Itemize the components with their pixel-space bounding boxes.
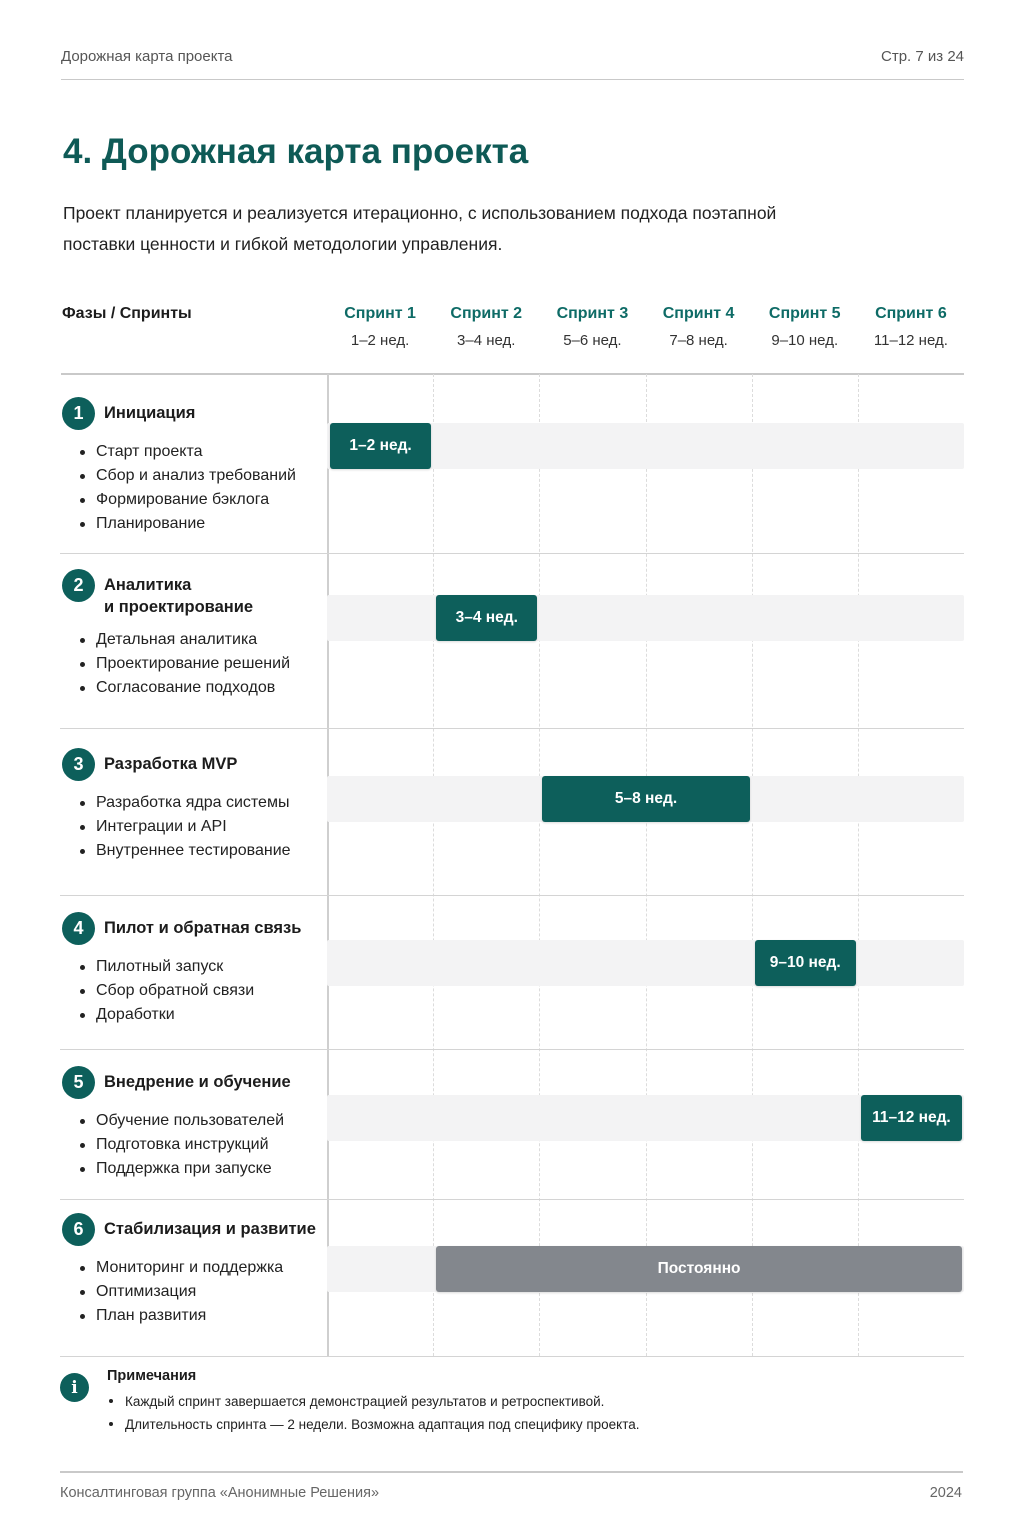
phase-number-badge: 5 <box>62 1066 95 1099</box>
phase-number-badge: 4 <box>62 912 95 945</box>
chart-bottom-rule <box>60 1356 964 1357</box>
phase-name: Аналитика и проектирование <box>104 576 254 616</box>
sprint-header <box>433 305 540 349</box>
timeline-track <box>327 940 964 986</box>
phase-bar: 9–10 нед. <box>755 940 856 986</box>
phase-task-item: Оптимизация <box>80 1280 324 1304</box>
phase-block <box>62 569 324 700</box>
phase-title <box>62 1213 324 1246</box>
notes-list <box>107 1390 640 1436</box>
phase-row-divider <box>60 895 964 896</box>
phase-task-item: Формирование бэклога <box>80 488 324 512</box>
sprint-name: Спринт 4 <box>662 305 735 322</box>
phase-task-item: Согласование подходов <box>80 676 324 700</box>
sprint-header <box>645 305 752 349</box>
sprint-gridline <box>539 374 540 1356</box>
phase-task-item: Планирование <box>80 512 324 536</box>
phase-title <box>62 569 324 618</box>
footer-year: 2024 <box>929 1485 962 1501</box>
sprint-weeks: 5–6 нед. <box>563 332 622 349</box>
phase-task-list <box>62 440 324 536</box>
info-icon: i <box>60 1373 89 1402</box>
phase-name: Стабилизация и развитие <box>104 1220 316 1238</box>
sprint-name: Спринт 2 <box>450 305 523 322</box>
sprint-name: Спринт 5 <box>768 305 841 322</box>
phase-task-item: Поддержка при запуске <box>80 1157 324 1181</box>
page-title: 4. Дорожная карта проекта <box>63 132 529 171</box>
phase-task-item: Доработки <box>80 1003 324 1027</box>
phase-name: Разработка MVP <box>104 755 238 773</box>
phase-row-divider <box>60 553 964 554</box>
phase-number-badge: 1 <box>62 397 95 430</box>
phase-block <box>62 1213 324 1328</box>
notes-title: Примечания <box>107 1368 197 1384</box>
sprint-weeks: 11–12 нед. <box>873 332 948 349</box>
sprint-header <box>539 305 646 349</box>
phase-row-divider <box>60 1199 964 1200</box>
phase-task-item: План развития <box>80 1304 324 1328</box>
phase-row-divider <box>60 1049 964 1050</box>
note-item: Длительность спринта — 2 недели. Возможна адаптация под специфику проекта. <box>125 1413 640 1436</box>
phase-task-item: Сбор обратной связи <box>80 979 324 1003</box>
phase-column-divider <box>327 374 329 1356</box>
phases-column-header: Фазы / Спринты <box>62 305 192 322</box>
phase-row-divider <box>60 728 964 729</box>
phase-task-item: Проектирование решений <box>80 652 324 676</box>
phase-task-item: Старт проекта <box>80 440 324 464</box>
sprint-gridline <box>752 374 753 1356</box>
header-divider <box>61 373 964 375</box>
phase-number-badge: 6 <box>62 1213 95 1246</box>
phase-title <box>62 748 324 781</box>
footer-divider <box>60 1471 963 1473</box>
phase-task-list <box>62 791 324 863</box>
phase-task-list <box>62 628 324 700</box>
sprint-name: Спринт 6 <box>875 305 947 322</box>
phase-block <box>62 397 324 536</box>
timeline-track <box>327 595 964 641</box>
ongoing-bar: Постоянно <box>436 1246 962 1292</box>
phase-task-item: Пилотный запуск <box>80 955 324 979</box>
phase-task-item: Мониторинг и поддержка <box>80 1256 324 1280</box>
sprint-header <box>327 305 434 349</box>
phase-task-list <box>62 1256 324 1328</box>
page-number: Стр. 7 из 24 <box>881 48 964 65</box>
phase-block <box>62 1066 324 1181</box>
sprint-weeks: 9–10 нед. <box>771 332 839 349</box>
phase-block <box>62 912 324 1027</box>
running-header <box>61 48 964 80</box>
phase-task-item: Интеграции и API <box>80 815 324 839</box>
sprint-gridline <box>858 374 859 1356</box>
phase-task-item: Внутреннее тестирование <box>80 839 324 863</box>
phase-name: Инициация <box>104 404 196 422</box>
sprint-header <box>751 305 858 349</box>
phase-block <box>62 748 324 863</box>
sprint-weeks: 1–2 нед. <box>350 332 410 349</box>
phase-bar: 11–12 нед. <box>861 1095 962 1141</box>
sprint-gridline <box>433 374 434 1356</box>
phase-number-badge: 2 <box>62 569 95 602</box>
phase-bar: 5–8 нед. <box>542 776 749 822</box>
phase-task-item: Детальная аналитика <box>80 628 324 652</box>
footer-company: Консалтинговая группа «Анонимные Решения» <box>60 1485 380 1501</box>
sprint-weeks: 3–4 нед. <box>457 332 516 349</box>
phase-bar: 3–4 нед. <box>436 595 537 641</box>
phase-title <box>62 397 324 430</box>
intro-paragraph: Проект планируется и реализуется итерационно, с использованием подхода поэтапной поставки ценности и гибкой методологии управления. <box>63 203 777 254</box>
phase-task-list <box>62 1109 324 1181</box>
phase-number-badge: 3 <box>62 748 95 781</box>
phase-title <box>62 912 324 945</box>
phase-title <box>62 1066 324 1099</box>
sprint-weeks: 7–8 нед. <box>669 332 728 349</box>
phase-task-item: Подготовка инструкций <box>80 1133 324 1157</box>
sprint-header <box>857 305 964 349</box>
phase-bar: 1–2 нед. <box>330 423 431 469</box>
note-item: Каждый спринт завершается демонстрацией результатов и ретроспективой. <box>125 1390 640 1413</box>
sprint-name: Спринт 1 <box>344 305 416 322</box>
phase-task-item: Обучение пользователей <box>80 1109 324 1133</box>
phase-task-item: Сбор и анализ требований <box>80 464 324 488</box>
sprint-gridline <box>646 374 647 1356</box>
phase-name: Внедрение и обучение <box>104 1073 291 1091</box>
phase-task-list <box>62 955 324 1027</box>
document-title: Дорожная карта проекта <box>61 48 233 65</box>
phase-task-item: Разработка ядра системы <box>80 791 324 815</box>
sprint-name: Спринт 3 <box>556 305 629 322</box>
phase-name: Пилот и обратная связь <box>104 919 302 937</box>
